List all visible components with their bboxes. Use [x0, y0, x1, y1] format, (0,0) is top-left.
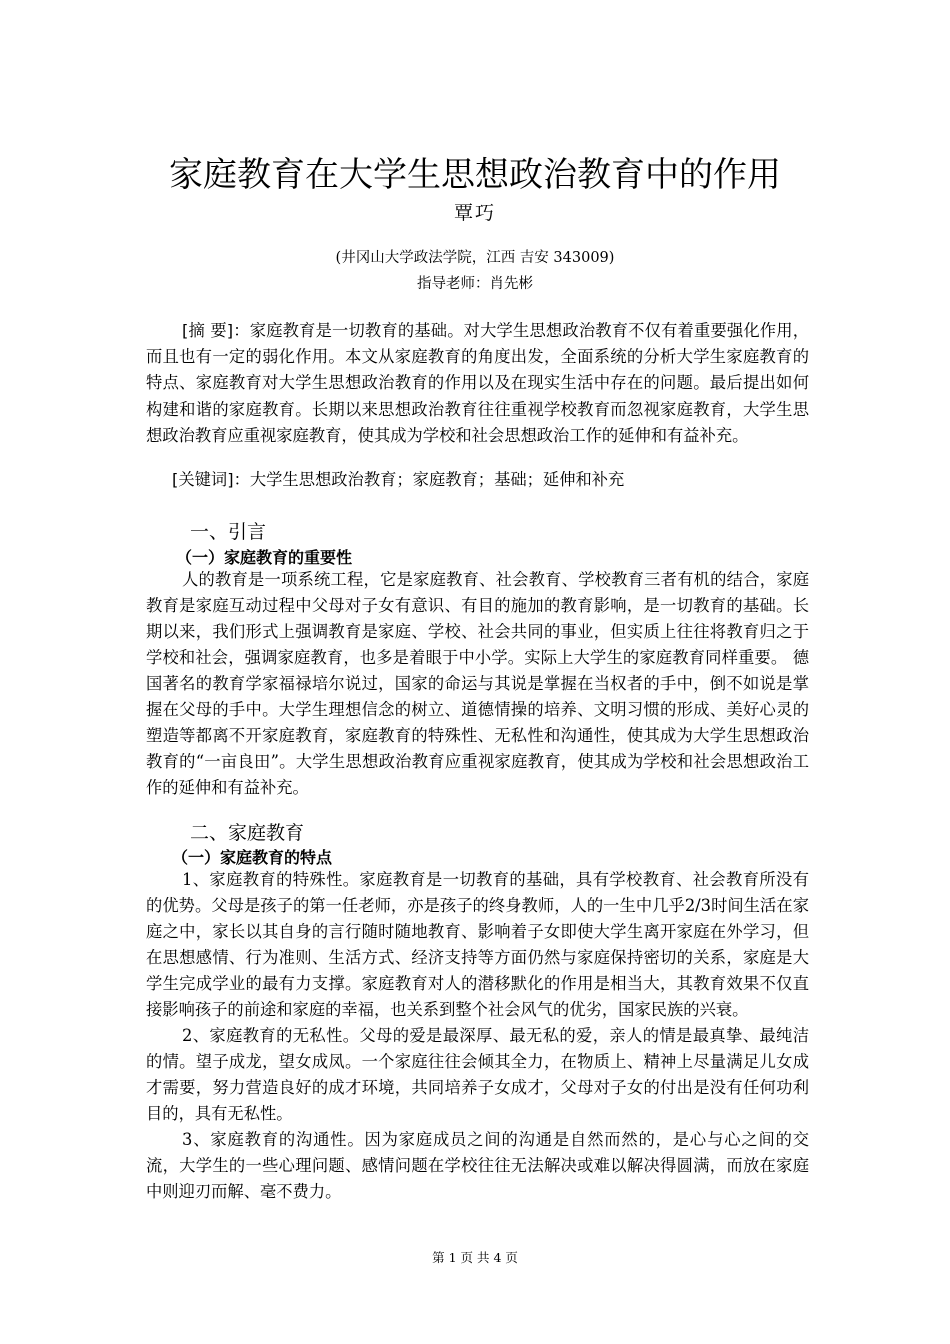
keywords-label: [关键词]: [172, 470, 234, 489]
section-2-heading: 二、家庭教育: [190, 822, 305, 844]
author-name: 覃巧: [453, 202, 496, 224]
advisor-line: 指导老师：肖先彬: [417, 276, 533, 292]
keywords: [172, 467, 812, 493]
section-2-1-heading: （一）家庭教育的特点: [172, 848, 333, 867]
paragraph: 3、家庭教育的沟通性。因为家庭成员之间的沟通是自然而然的，是心与心之间的交流，大学生的一些心理问题、感情问题在学校往往无法解决或难以解决得圆满，而放在家庭中则迎刃而解、毫不费力。: [146, 1130, 809, 1201]
section-1-heading: 一、引言: [190, 521, 267, 543]
paragraph: 1、家庭教育的特殊性。家庭教育是一切教育的基础，具有学校教育、社会教育所没有的优势。父母是孩子的第一任老师，亦是孩子的终身教师，人的一生中几乎2/3时间生活在家庭之中，家长以其自身的言行随时随地教育、影响着子女即使大学生离开家庭在外学习，但在思想感情、行为准则、生活方式、经济支持等方面仍然与家庭保持密切的关系，家庭是大学生完成学业的最有力支撑。家庭教育对人的潜移默化的作用是相当大，其教育效果不仅直接影响孩子的前途和家庭的幸福，也关系到整个社会风气的优劣，国家民族的兴衰。: [146, 870, 809, 1019]
paper-title: 家庭教育在大学生思想政治教育中的作用: [169, 154, 781, 195]
author-affiliation: (井冈山大学政法学院，江西 吉安 343009): [335, 250, 615, 266]
abstract-text: ：家庭教育是一切教育的基础。对大学生思想政治教育不仅有着重要强化作用，而且也有一定的弱化作用。本文从家庭教育的角度出发，全面系统的分析大学生家庭教育的特点、家庭教育对大学生思想政治教育的作用以及在现实生活中存在的问题。最后提出如何构建和谐的家庭教育。长期以来思想政治教育往往重视学校教育而忽视家庭教育，大学生思想政治教育应重视家庭教育，使其成为学校和社会思想政治工作的延伸和有益补充。: [146, 321, 809, 445]
keywords-text: ：大学生思想政治教育；家庭教育；基础；延伸和补充: [233, 470, 625, 489]
abstract: [146, 318, 809, 449]
paragraph: 2、家庭教育的无私性。父母的爱是最深厚、最无私的爱，亲人的情是最真挚、最纯洁的情。望子成龙，望女成凤。一个家庭往往会倾其全力，在物质上、精神上尽量满足儿女成才需要，努力营造良好的成才环境，共同培养子女成才，父母对子女的付出是没有任何功利目的，具有无私性。: [146, 1026, 809, 1123]
section-2-1-body: [146, 867, 809, 1205]
page-number: 第 1 页 共 4 页: [432, 1250, 518, 1265]
abstract-label: [摘 要]: [182, 321, 234, 340]
section-1-1-heading: （一）家庭教育的重要性: [176, 548, 353, 567]
section-1-1-body: [146, 567, 809, 801]
paragraph: 人的教育是一项系统工程，它是家庭教育、社会教育、学校教育三者有机的结合，家庭教育是家庭互动过程中父母对子女有意识、有目的施加的教育影响，是一切教育的基础。长期以来，我们形式上强调教育是家庭、学校、社会共同的事业，但实质上往往将教育归之于学校和社会，强调家庭教育，也多是着眼于中小学。实际上大学生的家庭教育同样重要。 德国著名的教育学家福禄培尔说过，国家的命运与其说是掌握在当权者的手中，倒不如说是掌握在父母的手中。大学生理想信念的树立、道德情操的培养、文明习惯的形成、美好心灵的塑造等都离不开家庭教育，家庭教育的特殊性、无私性和沟通性，使其成为大学生思想政治教育的“一亩良田”。大学生思想政治教育应重视家庭教育，使其成为学校和社会思想政治工作的延伸和有益补充。: [146, 570, 809, 797]
